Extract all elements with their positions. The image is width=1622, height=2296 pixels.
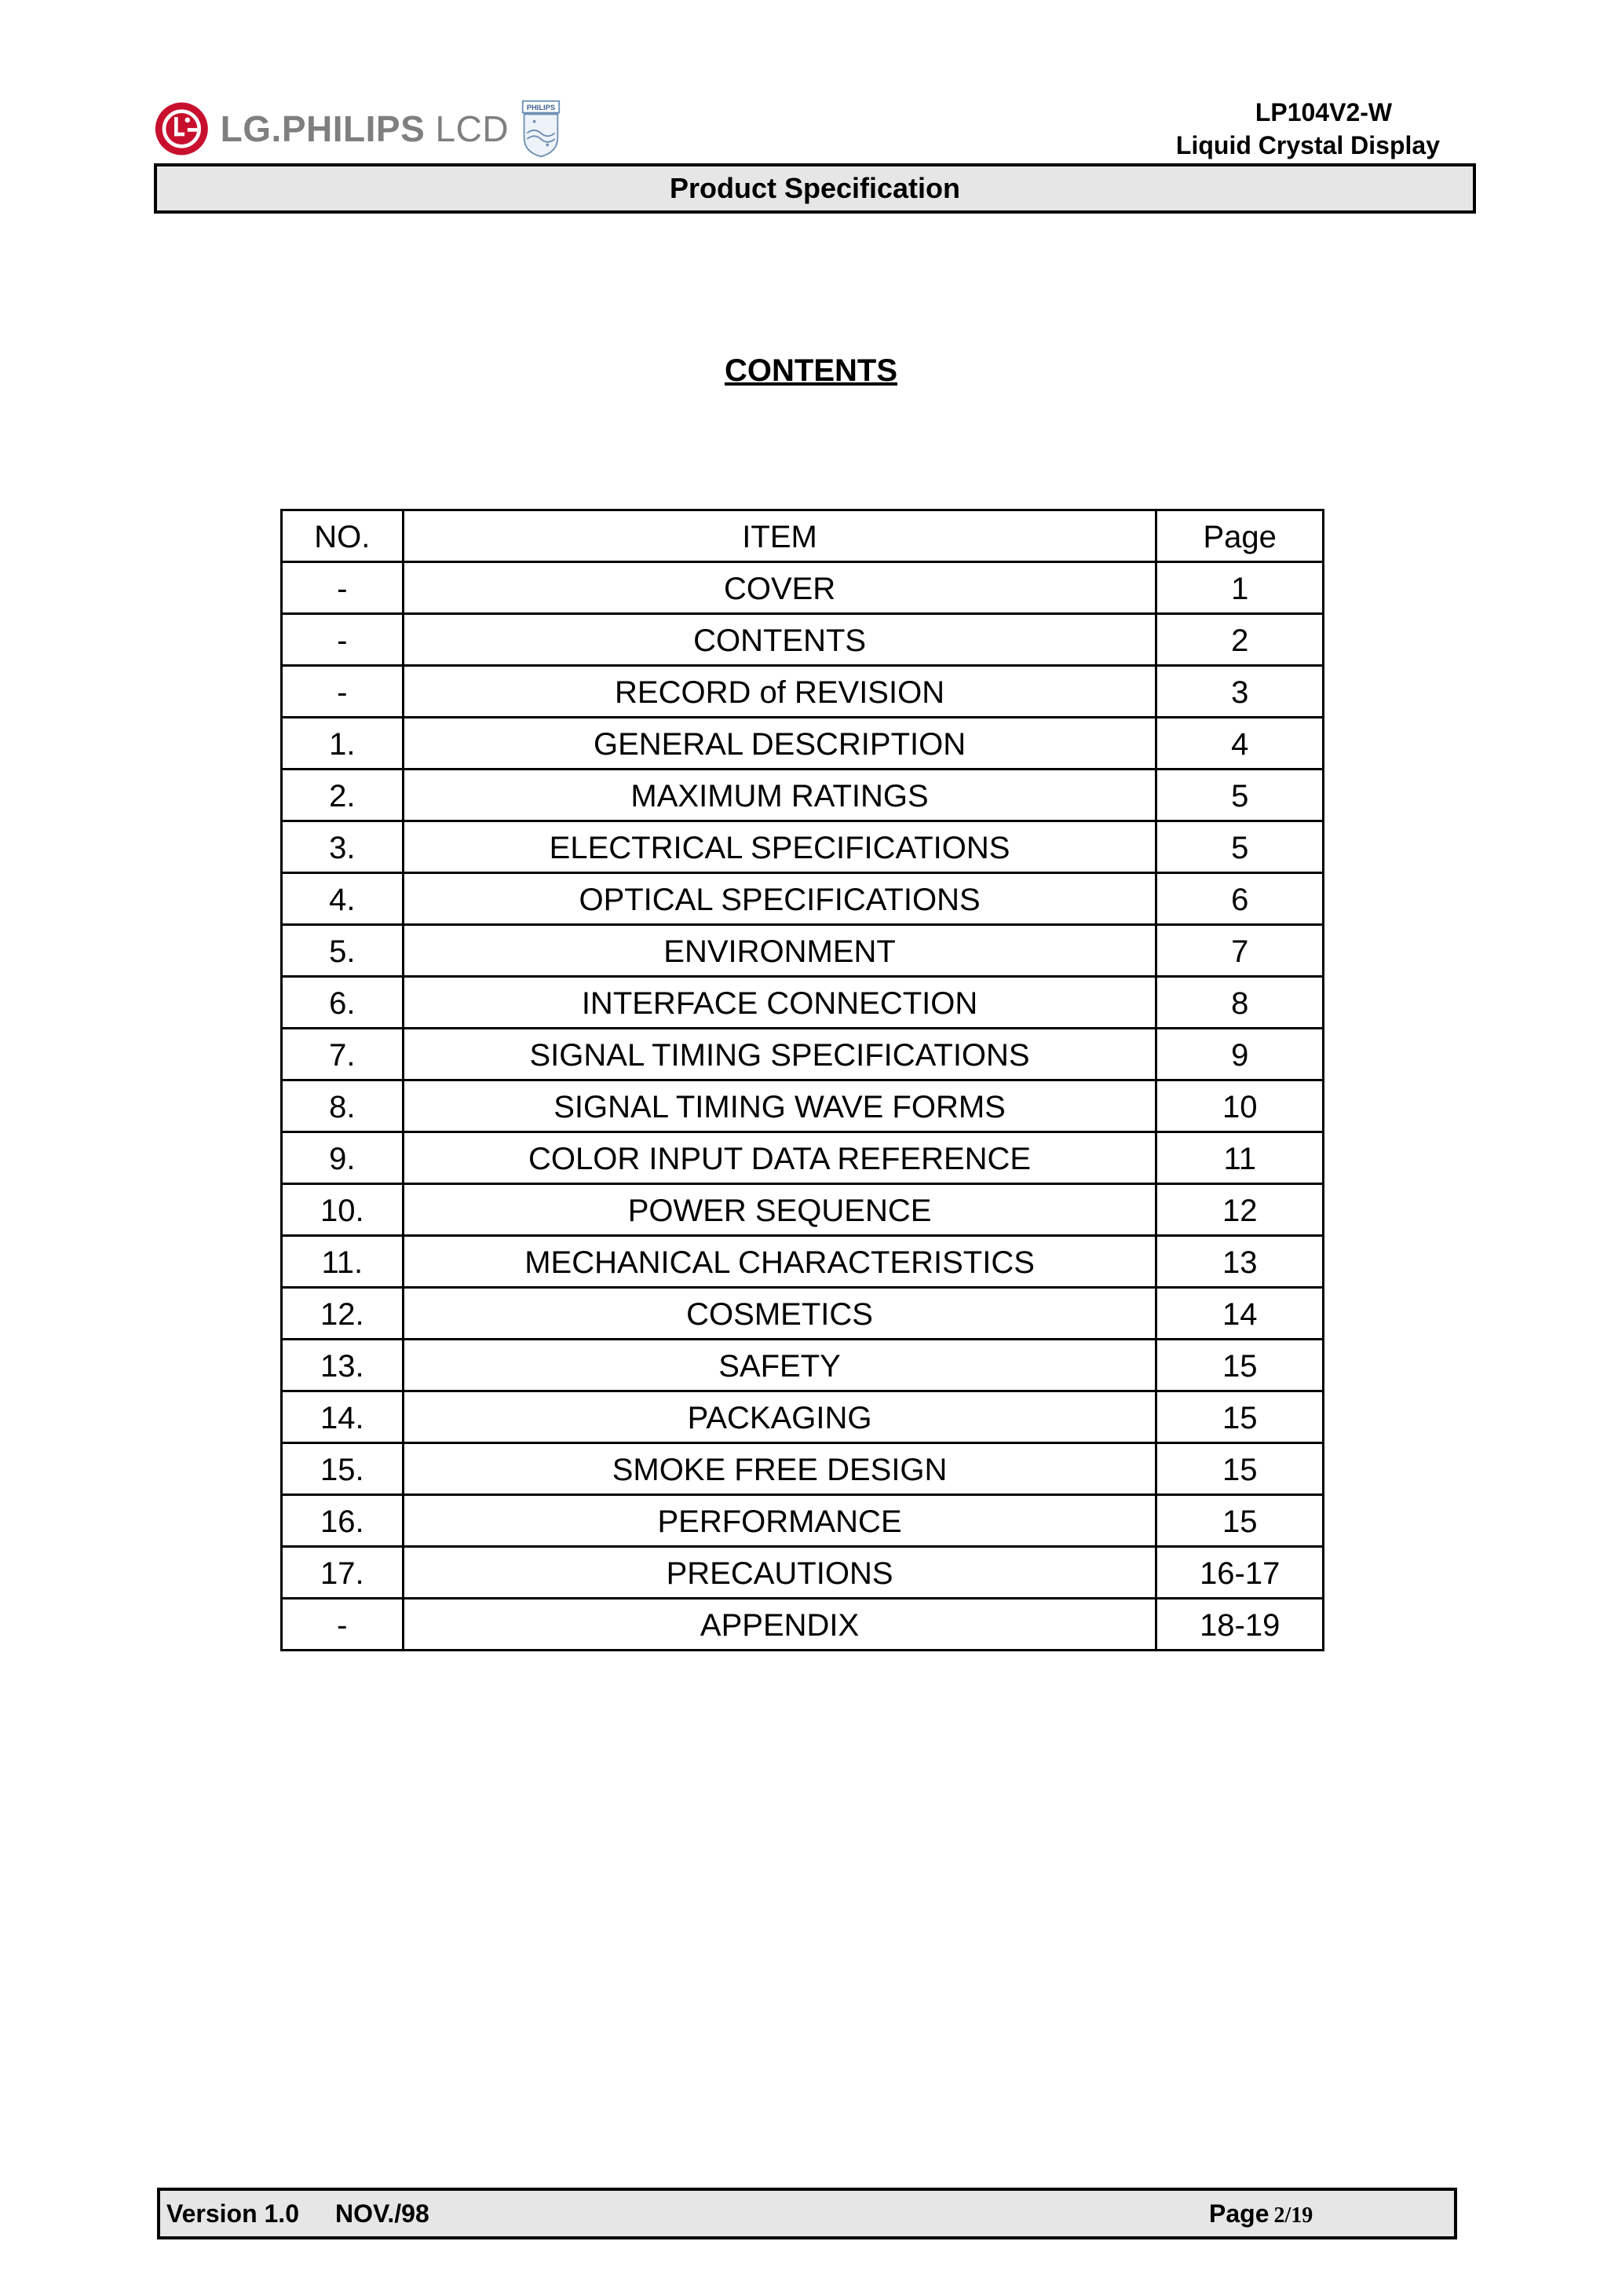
row-item: SIGNAL TIMING SPECIFICATIONS	[403, 1029, 1156, 1080]
row-item: ENVIRONMENT	[403, 925, 1156, 977]
row-page: 13	[1156, 1236, 1324, 1288]
row-item: OPTICAL SPECIFICATIONS	[403, 873, 1156, 925]
philips-shield-icon	[520, 97, 562, 160]
row-page: 5	[1156, 770, 1324, 821]
philips-badge-text: PHILIPS	[526, 103, 556, 112]
row-page: 15	[1156, 1391, 1324, 1443]
table-row	[282, 666, 1324, 718]
table-row	[282, 718, 1324, 770]
row-page: 7	[1156, 925, 1324, 977]
row-no: 11.	[282, 1236, 404, 1288]
row-item: POWER SEQUENCE	[403, 1184, 1156, 1236]
column-header-item: ITEM	[403, 510, 1156, 562]
row-no: 2.	[282, 770, 404, 821]
model-description: Liquid Crystal Display	[1175, 131, 1440, 159]
row-item: PRECAUTIONS	[403, 1547, 1156, 1599]
row-item: GENERAL DESCRIPTION	[403, 718, 1156, 770]
row-item: PERFORMANCE	[403, 1495, 1156, 1547]
row-no: 14.	[282, 1391, 404, 1443]
row-page: 15	[1156, 1443, 1324, 1495]
row-no: 17.	[282, 1547, 404, 1599]
row-page: 6	[1156, 873, 1324, 925]
row-no: 4.	[282, 873, 404, 925]
row-page: 18-19	[1156, 1599, 1324, 1651]
table-row	[282, 770, 1324, 821]
row-no: 1.	[282, 718, 404, 770]
footer-version: Version 1.0	[166, 2199, 299, 2228]
table-row	[282, 1288, 1324, 1340]
row-page: 16-17	[1156, 1547, 1324, 1599]
row-item: COLOR INPUT DATA REFERENCE	[403, 1132, 1156, 1184]
row-page: 15	[1156, 1495, 1324, 1547]
row-page: 14	[1156, 1288, 1324, 1340]
table-row	[282, 614, 1324, 666]
row-page: 8	[1156, 977, 1324, 1029]
table-row	[282, 821, 1324, 873]
row-item: SMOKE FREE DESIGN	[403, 1443, 1156, 1495]
model-number: LP104V2-W	[1255, 98, 1393, 126]
row-item: PACKAGING	[403, 1391, 1156, 1443]
row-no: 3.	[282, 821, 404, 873]
table-row	[282, 1029, 1324, 1080]
contents-table	[280, 509, 1324, 1651]
footer-bar	[157, 2188, 1457, 2239]
row-page: 15	[1156, 1340, 1324, 1391]
row-no: -	[282, 1599, 404, 1651]
table-row	[282, 977, 1324, 1029]
table-row	[282, 873, 1324, 925]
row-page: 11	[1156, 1132, 1324, 1184]
row-item: SAFETY	[403, 1340, 1156, 1391]
row-no: -	[282, 614, 404, 666]
row-item: COSMETICS	[403, 1288, 1156, 1340]
table-header-row	[282, 510, 1324, 562]
row-item: INTERFACE CONNECTION	[403, 977, 1156, 1029]
row-item: ELECTRICAL SPECIFICATIONS	[403, 821, 1156, 873]
column-header-page: Page	[1156, 510, 1324, 562]
table-row	[282, 1391, 1324, 1443]
logo-text-light: LCD	[435, 108, 510, 149]
footer-page-block	[1209, 2191, 1313, 2239]
row-no: 15.	[282, 1443, 404, 1495]
table-row	[282, 562, 1324, 614]
section-title-bar	[154, 163, 1476, 214]
footer-date: NOV./98	[334, 2199, 429, 2228]
table-row	[282, 1599, 1324, 1651]
row-no: 7.	[282, 1029, 404, 1080]
table-row	[282, 1184, 1324, 1236]
footer-page-label: Page	[1209, 2199, 1269, 2228]
section-title: Product Specification	[669, 172, 961, 204]
row-page: 10	[1156, 1080, 1324, 1132]
table-row	[282, 1495, 1324, 1547]
company-logo	[154, 96, 562, 162]
table-row	[282, 1132, 1324, 1184]
row-page: 12	[1156, 1184, 1324, 1236]
row-item: MAXIMUM RATINGS	[403, 770, 1156, 821]
row-item: COVER	[403, 562, 1156, 614]
row-item: RECORD of REVISION	[403, 666, 1156, 718]
row-no: 5.	[282, 925, 404, 977]
row-item: CONTENTS	[403, 614, 1156, 666]
row-page: 5	[1156, 821, 1324, 873]
row-no: 16.	[282, 1495, 404, 1547]
row-no: 6.	[282, 977, 404, 1029]
model-info	[1176, 96, 1440, 162]
row-no: -	[282, 562, 404, 614]
table-row	[282, 1236, 1324, 1288]
row-no: 13.	[282, 1340, 404, 1391]
row-no: 10.	[282, 1184, 404, 1236]
row-item: SIGNAL TIMING WAVE FORMS	[403, 1080, 1156, 1132]
row-page: 9	[1156, 1029, 1324, 1080]
table-row	[282, 1080, 1324, 1132]
row-no: 9.	[282, 1132, 404, 1184]
column-header-no: NO.	[282, 510, 404, 562]
contents-title: CONTENTS	[725, 353, 897, 388]
row-no: 12.	[282, 1288, 404, 1340]
row-page: 4	[1156, 718, 1324, 770]
lg-logo-icon	[154, 99, 210, 159]
logo-wordmark	[221, 108, 509, 150]
footer-version-block	[166, 2191, 429, 2236]
row-page: 2	[1156, 614, 1324, 666]
row-no: 8.	[282, 1080, 404, 1132]
table-row	[282, 925, 1324, 977]
footer-page-number: 2/19	[1273, 2203, 1313, 2228]
row-no: -	[282, 666, 404, 718]
table-row	[282, 1547, 1324, 1599]
row-page: 3	[1156, 666, 1324, 718]
row-item: MECHANICAL CHARACTERISTICS	[403, 1236, 1156, 1288]
table-row	[282, 1340, 1324, 1391]
row-item: APPENDIX	[403, 1599, 1156, 1651]
table-row	[282, 1443, 1324, 1495]
logo-text-bold: LG.PHILIPS	[220, 108, 426, 149]
row-page: 1	[1156, 562, 1324, 614]
